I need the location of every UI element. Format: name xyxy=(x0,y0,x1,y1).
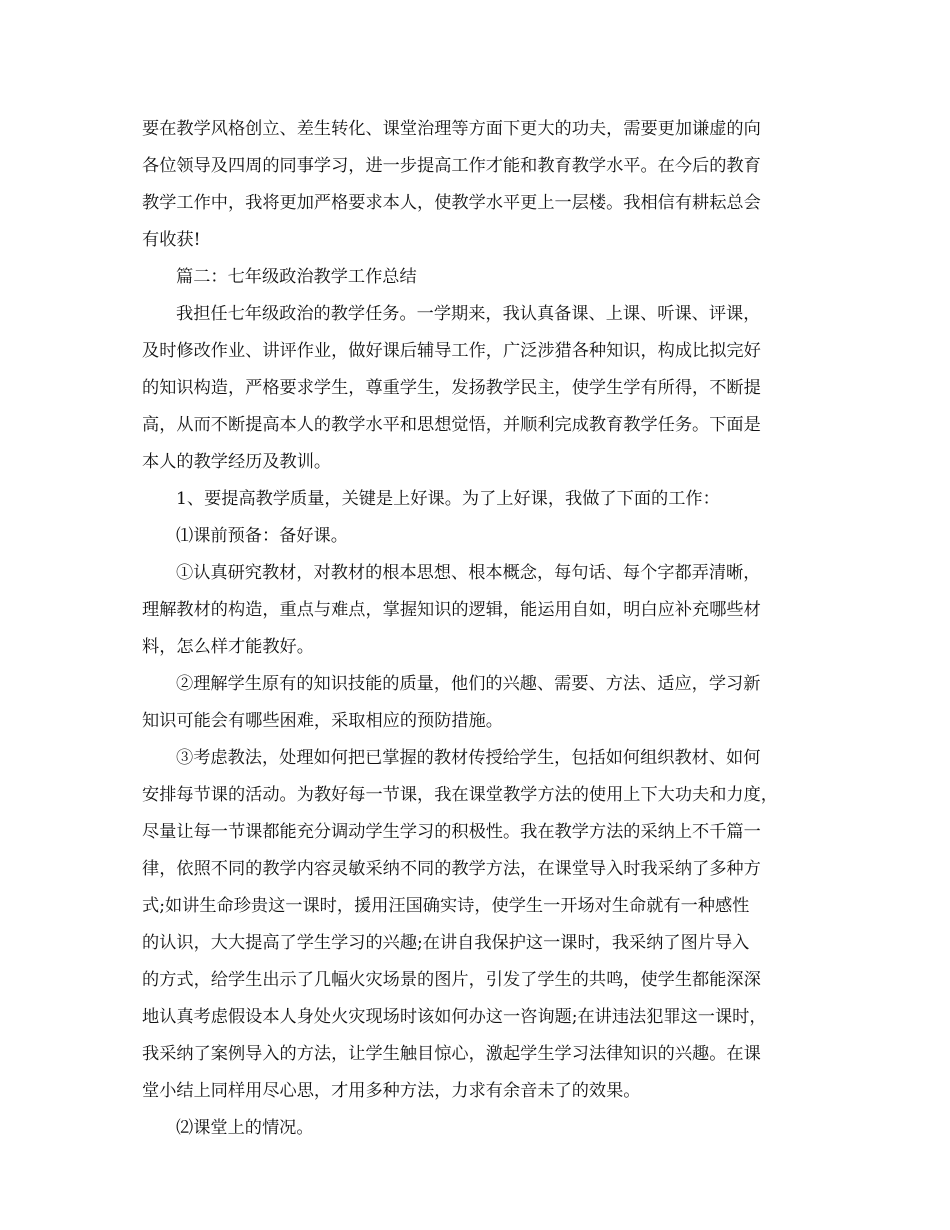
text-line: 要在教学风格创立、差生转化、课堂治理等方面下更大的功夫，需要更加谦虚的向 xyxy=(142,119,761,139)
text-line: 的方式，给学生出示了几幅火灾场景的图片，引发了学生的共鸣，使学生都能深深 xyxy=(142,970,761,990)
text-line: 律，依照不同的教学内容灵敏采纳不同的教学方法，在课堂导入时我采纳了多种方 xyxy=(142,859,761,879)
text-line: 本人的教学经历及教训。 xyxy=(142,452,332,472)
text-line: 的知识构造，严格要求学生，尊重学生，发扬教学民主，使学生学有所得，不断提 xyxy=(142,378,761,398)
text-line: ③考虑教法，处理如何把已掌握的教材传授给学生，包括如何组织教材、如何 xyxy=(176,748,761,768)
text-line: ⑵课堂上的情况。 xyxy=(176,1118,314,1138)
text-line: 及时修改作业、讲评作业，做好课后辅导工作，广泛涉猎各种知识，构成比拟完好 xyxy=(142,341,761,361)
text-line: 我担任七年级政治的教学任务。一学期来，我认真备课、上课、听课、评课， xyxy=(176,304,761,324)
text-line: ⑴课前预备：备好课。 xyxy=(176,526,348,546)
text-line: ②理解学生原有的知识技能的质量，他们的兴趣、需要、方法、适应，学习新 xyxy=(176,674,761,694)
text-line: 地认真考虑假设本人身处火灾现场时该如何办这一咨询题;在讲违法犯罪这一课时， xyxy=(142,1007,767,1027)
text-line: 安排每节课的活动。为教好每一节课，我在课堂教学方法的使用上下大功夫和力度， xyxy=(142,785,778,805)
text-line: 的认识，大大提高了学生学习的兴趣;在讲自我保护这一课时，我采纳了图片导入 xyxy=(142,933,750,953)
text-line: 堂小结上同样用尽心思，才用多种方法，力求有余音未了的效果。 xyxy=(142,1081,641,1101)
text-line: 理解教材的构造，重点与难点，掌握知识的逻辑，能运用自如，明白应补充哪些材 xyxy=(142,600,761,620)
text-line: 知识可能会有哪些困难，采取相应的预防措施。 xyxy=(142,711,503,731)
text-line: 有收获! xyxy=(142,230,201,250)
text-line: 1、要提高教学质量，关键是上好课。为了上好课，我做了下面的工作： xyxy=(176,489,720,509)
text-line: 尽量让每一节课都能充分调动学生学习的积极性。我在教学方法的采纳上不千篇一 xyxy=(142,822,761,842)
text-line: 高，从而不断提高本人的教学水平和思想觉悟，并顺利完成教育教学任务。下面是 xyxy=(142,415,761,435)
text-line: ①认真研究教材，对教材的根本思想、根本概念，每句话、每个字都弄清晰， xyxy=(176,563,761,583)
text-line: 教学工作中，我将更加严格要求本人，使教学水平更上一层楼。我相信有耕耘总会 xyxy=(142,193,761,213)
text-line: 各位领导及四周的同事学习，进一步提高工作才能和教育教学水平。在今后的教育 xyxy=(142,156,761,176)
section-heading: 篇二：七年级政治教学工作总结 xyxy=(176,267,417,287)
text-line: 式;如讲生命珍贵这一课时，援用汪国确实诗，使学生一开场对生命就有一种感性 xyxy=(142,896,750,916)
text-line: 我采纳了案例导入的方法，让学生触目惊心，激起学生学习法律知识的兴趣。在课 xyxy=(142,1044,761,1064)
text-line: 料，怎么样才能教好。 xyxy=(142,637,314,657)
